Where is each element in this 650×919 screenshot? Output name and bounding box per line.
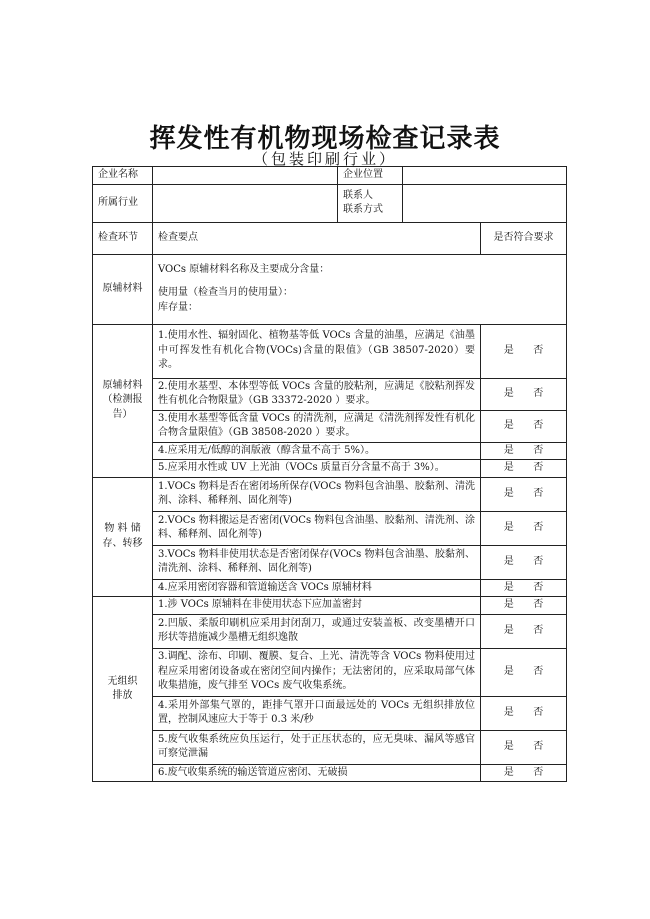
industry-label: 所属行业 [93, 184, 153, 222]
section-label-line: 物 料 储 [104, 523, 141, 535]
no-option[interactable]: 否 [533, 740, 544, 752]
no-option[interactable]: 否 [533, 344, 544, 356]
yes-option[interactable]: 是 [503, 766, 514, 778]
compliance-cell [481, 442, 567, 460]
enterprise-row [93, 167, 567, 185]
no-option[interactable]: 否 [533, 706, 544, 718]
compliance-cell [481, 696, 567, 730]
yes-option[interactable]: 是 [503, 487, 514, 499]
no-option[interactable]: 否 [533, 555, 544, 567]
no-option[interactable]: 否 [533, 581, 544, 593]
section-label-line: 排放 [112, 690, 133, 701]
materials-line: 库存量： [158, 301, 198, 313]
compliance-cell [481, 378, 567, 410]
check-item-row [93, 597, 567, 615]
no-option[interactable]: 否 [533, 462, 544, 473]
check-item-text: 3.调配、涂布、印刷、覆膜、复合、上光、清洗等含 VOCs 物料使用过程应采用密闭设备或在密闭空间内操作；无法密闭的，应采取局部气体收集措施，废气排至 VOCs 废气收集系统。 [153, 648, 481, 696]
materials-row [93, 254, 567, 324]
section-label-line: 无组织 [107, 675, 138, 687]
industry-row [93, 184, 567, 222]
yes-option[interactable]: 是 [503, 665, 514, 677]
yes-option[interactable]: 是 [503, 581, 514, 593]
enterprise-location-field[interactable] [403, 167, 567, 185]
no-option[interactable]: 否 [533, 766, 544, 778]
section-label-line: 原辅材料 [102, 379, 143, 391]
column-header-row [93, 222, 567, 254]
check-item-text: 2.使用水基型、本体型等低 VOCs 含量的胶粘剂，应满足《胶粘剂挥发性有机化合物限量》（GB 33372-2020 ）要求。 [153, 378, 481, 410]
enterprise-name-field[interactable] [153, 167, 338, 185]
check-item-text: 1.使用水性、辐射固化、植物基等低 VOCs 含量的油墨，应满足《油墨中可挥发性有机化合物(VOCs)含量的限值》（GB 38507-2020）要求。 [153, 324, 481, 378]
materials-line: 使用量（检查当月的使用量）： [158, 287, 293, 299]
column-section-header: 检查环节 [93, 222, 153, 254]
section-label [93, 477, 153, 597]
check-item-text: 4.应采用无/低醇的润版液（醇含量不高于 5%）。 [153, 442, 481, 460]
compliance-cell [481, 410, 567, 442]
compliance-cell [481, 511, 567, 545]
compliance-cell [481, 597, 567, 615]
yes-option[interactable]: 是 [503, 740, 514, 752]
check-item-text: 1.VOCs 物料是否在密闭场所保存(VOCs 物料包含油墨、胶黏剂、清洗剂、涂料、稀释剂、固化剂等) [153, 477, 481, 511]
no-option[interactable]: 否 [533, 665, 544, 677]
check-item-text: 3.VOCs 物料非使用状态是否密闭保存(VOCs 物料包含油墨、胶黏剂、清洗剂、涂料、稀释剂、固化剂等) [153, 545, 481, 579]
check-item-text: 5.应采用水性或 UV 上光油（VOCs 质量百分含量不高于 3%）。 [153, 460, 481, 478]
contact-labels [338, 184, 403, 222]
check-item-row [93, 614, 567, 648]
section-label-line: 告） [112, 408, 133, 420]
compliance-cell [481, 324, 567, 378]
contact-method-label: 联系方式 [343, 204, 383, 215]
materials-section-label: 原辅材料 [93, 254, 153, 324]
check-item-row [93, 730, 567, 764]
compliance-cell [481, 477, 567, 511]
check-item-row [93, 460, 567, 478]
yes-option[interactable]: 是 [503, 387, 514, 399]
no-option[interactable]: 否 [533, 599, 544, 610]
yes-option[interactable]: 是 [503, 419, 514, 431]
section-label-line: 存、转移 [102, 537, 143, 549]
check-item-row [93, 442, 567, 460]
no-option[interactable]: 否 [533, 624, 544, 636]
column-compliance-header: 是否符合要求 [481, 222, 567, 254]
section-label-line: （检测报 [102, 394, 143, 406]
check-item-row [93, 579, 567, 597]
no-option[interactable]: 否 [533, 521, 544, 533]
compliance-cell [481, 579, 567, 597]
section-label [93, 324, 153, 477]
yes-option[interactable]: 是 [503, 462, 514, 473]
check-item-text: 4.应采用密闭容器和管道输送含 VOCs 原辅材料 [153, 579, 481, 597]
enterprise-location-label: 企业位置 [338, 167, 403, 185]
yes-option[interactable]: 是 [503, 444, 514, 456]
check-item-text: 4.采用外部集气罩的，距排气罩开口面最远处的 VOCs 无组织排放位置，控制风速应大于等于 0.3 米/秒 [153, 696, 481, 730]
check-item-text: 1.涉 VOCs 原辅料在非使用状态下应加盖密封 [153, 597, 481, 615]
no-option[interactable]: 否 [533, 387, 544, 399]
check-item-row [93, 378, 567, 410]
check-item-row [93, 324, 567, 378]
yes-option[interactable]: 是 [503, 344, 514, 356]
check-item-row [93, 511, 567, 545]
industry-field[interactable] [153, 184, 338, 222]
materials-line: VOCs 原辅材料名称及主要成分含量： [158, 263, 330, 275]
document-title: 挥发性有机物现场检查记录表 [149, 124, 501, 154]
check-item-text: 3.使用水基型等低含量 VOCs 的清洗剂，应满足《清洗剂挥发性有机化合物含量限值》（GB 38508-2020 ）要求。 [153, 410, 481, 442]
check-item-row [93, 477, 567, 511]
document-subtitle: （包装印刷行业） [252, 150, 397, 168]
compliance-cell [481, 730, 567, 764]
check-item-row [93, 696, 567, 730]
check-item-row [93, 545, 567, 579]
check-item-text: 6.废气收集系统的输送管道应密闭、无破损 [153, 764, 481, 782]
check-item-row [93, 648, 567, 696]
section-label [93, 597, 153, 782]
check-item-text: 2.VOCs 物料搬运是否密闭(VOCs 物料包含油墨、胶黏剂、清洗剂、涂料、稀释剂、固化剂等) [153, 511, 481, 545]
compliance-cell [481, 648, 567, 696]
check-item-text: 2.凹版、柔版印刷机应采用封闭刮刀，或通过安装盖板、改变墨槽开口形状等措施减少墨槽无组织逸散 [153, 614, 481, 648]
contact-field[interactable] [403, 184, 567, 222]
no-option[interactable]: 否 [533, 444, 544, 456]
yes-option[interactable]: 是 [503, 624, 514, 636]
compliance-cell [481, 614, 567, 648]
yes-option[interactable]: 是 [503, 555, 514, 567]
yes-option[interactable]: 是 [503, 706, 514, 718]
compliance-cell [481, 764, 567, 782]
contact-person-label: 联系人 [343, 189, 373, 201]
check-item-text: 5.废气收集系统应负压运行，处于正压状态的，应无臭味、漏风等感官可察觉泄漏 [153, 730, 481, 764]
no-option[interactable]: 否 [533, 419, 544, 431]
materials-info[interactable] [153, 254, 567, 324]
no-option[interactable]: 否 [533, 487, 544, 499]
check-item-row [93, 410, 567, 442]
yes-option[interactable]: 是 [503, 599, 514, 610]
check-item-row [93, 764, 567, 782]
inspection-table [92, 166, 567, 782]
yes-option[interactable]: 是 [503, 521, 514, 533]
column-points-header: 检查要点 [153, 222, 481, 254]
compliance-cell [481, 545, 567, 579]
enterprise-name-label: 企业名称 [93, 167, 153, 185]
compliance-cell [481, 460, 567, 478]
